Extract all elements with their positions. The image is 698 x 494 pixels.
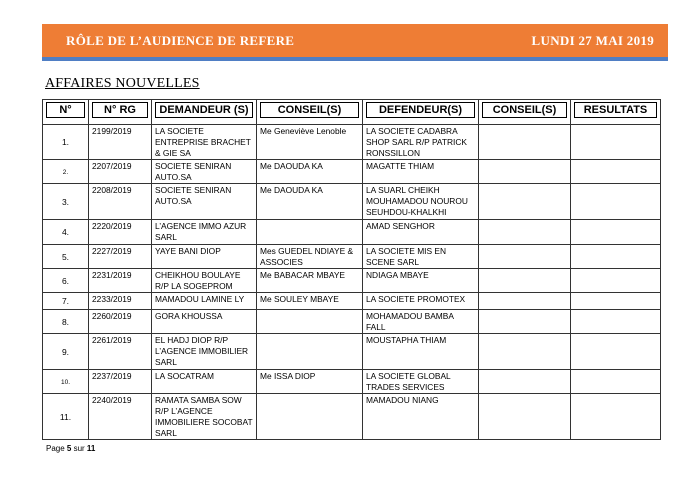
row-demandeur: SOCIETE SENIRAN AUTO.SA xyxy=(152,184,257,220)
row-rg: 2240/2019 xyxy=(89,394,152,440)
header-label-conseil: CONSEIL(S) xyxy=(260,102,359,118)
row-resultats xyxy=(571,293,661,310)
row-demandeur: YAYE BANI DIOP xyxy=(152,245,257,269)
row-rg: 2237/2019 xyxy=(89,370,152,394)
row-defendeur: LA SOCIETE CADABRA SHOP SARL R/P PATRICK RONSSILLON xyxy=(363,125,479,160)
footer-page-total: 11 xyxy=(86,444,96,453)
footer-page-number: 5 xyxy=(66,444,72,453)
table-row xyxy=(43,394,661,440)
row-conseil-2 xyxy=(479,245,571,269)
row-rg: 2220/2019 xyxy=(89,220,152,245)
row-defendeur: AMAD SENGHOR xyxy=(363,220,479,245)
row-demandeur: LA SOCIETE ENTREPRISE BRACHET & GIE SA xyxy=(152,125,257,160)
row-defendeur: MOHAMADOU BAMBA FALL xyxy=(363,310,479,334)
footer-prefix: Page xyxy=(46,444,67,453)
row-defendeur: MOUSTAPHA THIAM xyxy=(363,334,479,370)
row-conseil xyxy=(257,220,363,245)
row-conseil-2 xyxy=(479,293,571,310)
row-conseil: Me DAOUDA KA xyxy=(257,184,363,220)
row-number: 10. xyxy=(43,370,89,394)
header-label-defendeur: DEFENDEUR(S) xyxy=(366,102,475,118)
row-defendeur: LA SUARL CHEIKH MOUHAMADOU NOUROU SEUHDOU-KHALKHI xyxy=(363,184,479,220)
header-label-num: N° xyxy=(46,102,85,118)
row-resultats xyxy=(571,184,661,220)
row-number: 6. xyxy=(43,269,89,293)
table-row xyxy=(43,310,661,334)
row-conseil-2 xyxy=(479,394,571,440)
row-conseil-2 xyxy=(479,310,571,334)
row-defendeur: LA SOCIETE PROMOTEX xyxy=(363,293,479,310)
table-row xyxy=(43,160,661,184)
header-label-rg: N° RG xyxy=(92,102,148,118)
header-cell-conseil-2 xyxy=(479,100,571,125)
row-resultats xyxy=(571,370,661,394)
table-row xyxy=(43,269,661,293)
row-resultats xyxy=(571,160,661,184)
row-defendeur: MAMADOU NIANG xyxy=(363,394,479,440)
row-rg: 2260/2019 xyxy=(89,310,152,334)
row-resultats xyxy=(571,125,661,160)
row-conseil-2 xyxy=(479,160,571,184)
header-label-conseil-2: CONSEIL(S) xyxy=(482,102,567,118)
row-resultats xyxy=(571,269,661,293)
row-number: 9. xyxy=(43,334,89,370)
row-number: 2. xyxy=(43,160,89,184)
row-defendeur: LA SOCIETE GLOBAL TRADES SERVICES xyxy=(363,370,479,394)
table-row xyxy=(43,245,661,269)
row-conseil xyxy=(257,334,363,370)
table-row xyxy=(43,125,661,160)
row-defendeur: LA SOCIETE MIS EN SCENE SARL xyxy=(363,245,479,269)
header-cell-num xyxy=(43,100,89,125)
row-conseil-2 xyxy=(479,125,571,160)
row-conseil xyxy=(257,394,363,440)
table-row xyxy=(43,334,661,370)
row-rg: 2227/2019 xyxy=(89,245,152,269)
header-label-resultats: RESULTATS xyxy=(574,102,657,118)
header-cell-resultats xyxy=(571,100,661,125)
row-rg: 2207/2019 xyxy=(89,160,152,184)
row-number: 8. xyxy=(43,310,89,334)
row-conseil: Me SOULEY MBAYE xyxy=(257,293,363,310)
table-row xyxy=(43,184,661,220)
row-resultats xyxy=(571,334,661,370)
row-number: 7. xyxy=(43,293,89,310)
row-resultats xyxy=(571,310,661,334)
document-title: RÔLE DE L’AUDIENCE DE REFERE xyxy=(66,33,295,48)
footer-middle: sur xyxy=(71,444,87,453)
row-conseil-2 xyxy=(479,334,571,370)
table-header-row xyxy=(43,100,661,125)
row-defendeur: NDIAGA MBAYE xyxy=(363,269,479,293)
table-row xyxy=(43,220,661,245)
row-number: 3. xyxy=(43,184,89,220)
row-demandeur: LA SOCATRAM xyxy=(152,370,257,394)
table-row xyxy=(43,370,661,394)
row-demandeur: RAMATA SAMBA SOW R/P L’AGENCE IMMOBILIERE SOCOBAT SARL xyxy=(152,394,257,440)
row-demandeur: CHEIKHOU BOULAYE R/P LA SOGEPROM xyxy=(152,269,257,293)
row-conseil xyxy=(257,310,363,334)
row-defendeur: MAGATTE THIAM xyxy=(363,160,479,184)
row-conseil-2 xyxy=(479,269,571,293)
cases-table xyxy=(42,99,661,440)
row-conseil: Me Geneviève Lenoble xyxy=(257,125,363,160)
row-demandeur: SOCIETE SENIRAN AUTO.SA xyxy=(152,160,257,184)
row-conseil: Mes GUEDEL NDIAYE & ASSOCIES xyxy=(257,245,363,269)
row-resultats xyxy=(571,245,661,269)
row-number: 11. xyxy=(43,394,89,440)
header-banner xyxy=(42,24,668,61)
row-conseil: Me DAOUDA KA xyxy=(257,160,363,184)
row-demandeur: L’AGENCE IMMO AZUR SARL xyxy=(152,220,257,245)
row-conseil-2 xyxy=(479,370,571,394)
row-conseil: Me BABACAR MBAYE xyxy=(257,269,363,293)
hearing-date: LUNDI 27 MAI 2019 xyxy=(531,33,654,48)
header-label-demandeur: DEMANDEUR (S) xyxy=(155,102,253,118)
row-number: 4. xyxy=(43,220,89,245)
row-resultats xyxy=(571,394,661,440)
header-cell-rg xyxy=(89,100,152,125)
page-footer xyxy=(46,444,95,453)
row-rg: 2261/2019 xyxy=(89,334,152,370)
header-cell-defendeur xyxy=(363,100,479,125)
row-number: 5. xyxy=(43,245,89,269)
row-rg: 2208/2019 xyxy=(89,184,152,220)
row-demandeur: MAMADOU LAMINE LY xyxy=(152,293,257,310)
row-rg: 2233/2019 xyxy=(89,293,152,310)
table-row xyxy=(43,293,661,310)
row-rg: 2231/2019 xyxy=(89,269,152,293)
row-rg: 2199/2019 xyxy=(89,125,152,160)
row-demandeur: GORA KHOUSSA xyxy=(152,310,257,334)
row-demandeur: EL HADJ DIOP R/P L’AGENCE IMMOBILIER SARL xyxy=(152,334,257,370)
row-number: 1. xyxy=(43,125,89,160)
section-title: AFFAIRES NOUVELLES xyxy=(45,76,200,91)
row-conseil-2 xyxy=(479,220,571,245)
header-cell-conseil xyxy=(257,100,363,125)
header-cell-demandeur xyxy=(152,100,257,125)
row-resultats xyxy=(571,220,661,245)
row-conseil-2 xyxy=(479,184,571,220)
row-conseil: Me ISSA DIOP xyxy=(257,370,363,394)
